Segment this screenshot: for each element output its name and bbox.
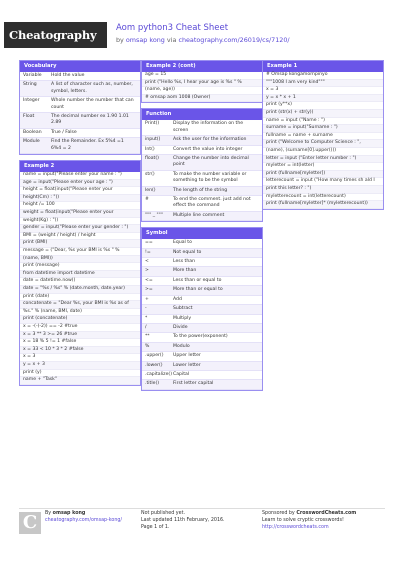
footer-author-name[interactable]: omsap kong — [52, 511, 86, 516]
via-label: via — [166, 36, 177, 44]
row-value: Find the Remainder. Ex 5%4 =1 6%4 = 2 — [51, 139, 124, 151]
function-section — [141, 108, 263, 222]
footer-meta — [141, 510, 261, 531]
symbol-row — [142, 286, 262, 295]
code-line: (name, BMI)) — [20, 256, 140, 264]
row-value: Less than or equal to — [173, 277, 222, 283]
row-key: .capitalize() — [145, 371, 172, 377]
code-line: gender = input("Please enter your gender : ") — [20, 225, 140, 233]
section-title: Example 2 (cont) — [142, 61, 262, 72]
row-value: Change the number into decimal point — [173, 156, 249, 168]
code-line: """1008 I am very kind""" — [263, 80, 383, 88]
example-2-cont-section — [141, 60, 263, 103]
code-line: x = 18 % 5 != 1 #false — [20, 339, 140, 347]
last-updated: Last updated 11th February, 2016. — [141, 518, 225, 523]
code-line: x = -(-(-2)) == -2 #true — [20, 324, 140, 332]
code-line: y = x * x + 1 — [263, 95, 383, 103]
row-key: >= — [145, 287, 153, 293]
code-line: print (fullname[myletter]* (myletterecount)) — [263, 201, 383, 209]
sponsor-prefix: Sponsored by — [262, 511, 295, 516]
author-link[interactable]: omsap kong — [125, 36, 165, 44]
function-row — [142, 155, 262, 171]
row-key: .upper() — [145, 353, 164, 359]
symbol-row — [142, 352, 262, 361]
row-key: / — [145, 324, 147, 330]
symbol-row — [142, 362, 262, 371]
code-block — [142, 72, 262, 102]
example-1-section — [262, 60, 384, 210]
code-line: myletter = int(letter) — [263, 163, 383, 171]
row-value: To end the comment. just add not effect the command — [173, 197, 251, 209]
symbol-row — [142, 343, 262, 352]
page-header — [0, 0, 400, 62]
row-value: First letter capital — [173, 381, 214, 387]
row-value: Add — [173, 296, 182, 302]
code-line: message = ("Dear, %s your BMI is %s " % — [20, 248, 140, 256]
symbol-row — [142, 267, 262, 276]
row-key: .title() — [145, 381, 160, 387]
symbol-row — [142, 239, 262, 248]
row-key: Variable — [23, 73, 42, 78]
symbol-row — [142, 277, 262, 286]
sponsor-url[interactable]: http://crosswordcheats.com — [262, 525, 329, 530]
code-line: height /= 100 — [20, 202, 140, 210]
row-value: Less than — [173, 259, 195, 265]
code-line: BMI = (weight / height) / height — [20, 233, 140, 241]
symbol-table — [142, 239, 262, 390]
page-count: Page 1 of 1. — [141, 525, 170, 530]
section-title: Example 1 — [263, 61, 383, 72]
row-key: input() — [145, 137, 161, 143]
row-key: ** — [145, 334, 150, 340]
row-value: Multiple line comment — [173, 212, 225, 218]
column-3 — [262, 60, 384, 215]
function-row — [142, 120, 262, 136]
cheatography-logo[interactable]: Cheatography — [4, 22, 107, 48]
symbol-row — [142, 305, 262, 314]
row-key: float() — [145, 156, 159, 161]
vocabulary-row — [20, 81, 140, 97]
code-line: x = 3 ** 3 >= 26 #true — [20, 332, 140, 340]
symbol-row — [142, 371, 262, 380]
column-1 — [19, 60, 141, 391]
row-key: str() — [145, 171, 155, 177]
sponsor-name[interactable]: CrosswordCheats.com — [296, 511, 357, 516]
row-key: """ _ """ — [145, 212, 163, 218]
row-value: Ask the user for the information — [173, 137, 247, 143]
function-row — [142, 171, 262, 187]
row-key: len() — [145, 187, 156, 193]
code-line: letterecount = input ("How many times sh ald I — [263, 178, 383, 186]
row-value: Multiply — [173, 315, 192, 321]
section-title: Example 2 — [20, 161, 140, 172]
row-key: + — [145, 296, 149, 302]
row-value: To the power(exponent) — [173, 334, 228, 340]
code-line: y = x + 3 — [20, 362, 140, 370]
footer-by-label: By — [45, 511, 52, 516]
symbol-row — [142, 380, 262, 389]
row-key: <= — [145, 277, 153, 283]
footer-author-url[interactable]: cheatography.com/omsap-kong/ — [45, 518, 123, 523]
code-line: age = input("Please enter your age : ") — [20, 180, 140, 188]
row-key: < — [145, 259, 149, 265]
vocabulary-row — [20, 129, 140, 138]
row-key: - — [145, 306, 147, 312]
row-value: Convert the value into integer — [173, 146, 243, 152]
page-subtitle — [116, 36, 290, 44]
row-value: Lower letter — [173, 362, 201, 368]
vocabulary-row — [20, 138, 140, 154]
code-line: concatenate = "Dear %s, your BMI is %s as of — [20, 301, 140, 309]
by-label: by — [116, 36, 124, 44]
code-line: name = input ("Name : ") — [263, 118, 383, 126]
code-line: print (str(x) + str(y)) — [263, 110, 383, 118]
section-title: Symbol — [142, 228, 262, 239]
row-value: The length of the string — [173, 187, 228, 193]
function-table — [142, 120, 262, 221]
row-value: Upper letter — [173, 353, 201, 359]
vocabulary-section — [19, 60, 141, 155]
column-2 — [141, 60, 263, 396]
row-key: Int() — [145, 146, 155, 152]
code-line: myletterecount = int(letterecount) — [263, 194, 383, 202]
code-line: fullname = name + surname — [263, 133, 383, 141]
code-line: height = float(input("Please enter your — [20, 187, 140, 195]
row-value: Display the information on the screen — [173, 121, 244, 133]
symbol-row — [142, 324, 262, 333]
code-line: x = 33 < 10 * 3 * 2 #false — [20, 347, 140, 355]
vocabulary-row — [20, 72, 140, 81]
section-title: Function — [142, 109, 262, 120]
code-line: surname = input("Surname : ") — [263, 125, 383, 133]
code-line: weight = float(input("Please enter your — [20, 210, 140, 218]
row-key: == — [145, 240, 153, 246]
code-line: (name), (surname[0].upper())) — [263, 148, 383, 156]
row-key: > — [145, 268, 149, 274]
symbol-row — [142, 315, 262, 324]
code-line: date = "%s / %s" % (date.month, date.year) — [20, 286, 140, 294]
row-key: Module — [23, 139, 40, 145]
code-line: name + "Task" — [20, 377, 140, 385]
code-line: # Omsap kongamornpinyo — [263, 72, 383, 80]
code-line: date = datetime.now() — [20, 278, 140, 286]
row-key: * — [145, 315, 148, 321]
code-block — [263, 72, 383, 209]
symbol-row — [142, 333, 262, 342]
code-line: print (y) — [20, 370, 140, 378]
vocabulary-row — [20, 113, 140, 129]
row-value: Modulo — [173, 343, 190, 349]
row-key: Boolean — [23, 129, 42, 135]
row-value: More than or equal to — [173, 287, 223, 293]
row-value: More than — [173, 268, 197, 274]
row-key: # — [145, 197, 149, 203]
code-line: print (fullname[myletter]) — [263, 171, 383, 179]
row-value: Divide — [173, 324, 188, 330]
row-value: Subtract — [173, 306, 193, 312]
row-value: True / False — [51, 129, 77, 135]
symbol-row — [142, 249, 262, 258]
code-line: print (concatenate) — [20, 316, 140, 324]
code-line: # omsap aom 1008 (Owner) — [142, 95, 262, 103]
row-value: Equal to — [173, 240, 192, 246]
function-row — [142, 212, 262, 221]
code-line: x = 3 — [20, 354, 140, 362]
code-line: print ("Welcome to Computer Science : ", — [263, 140, 383, 148]
code-line: print (BMI) — [20, 240, 140, 248]
row-key: Float — [23, 114, 35, 120]
sheet-url-link[interactable]: cheatography.com/26019/cs/7120/ — [178, 36, 290, 44]
code-line: name = input("Please enter your name : ") — [20, 172, 140, 180]
row-value: Capital — [173, 371, 190, 377]
code-line: age = 15 — [142, 72, 262, 80]
author-avatar[interactable]: C — [19, 512, 41, 534]
sponsor-text: Learn to solve cryptic crosswords! — [262, 518, 344, 523]
code-line: (name, age)) — [142, 87, 262, 95]
example-2-section — [19, 160, 141, 386]
row-key: != — [145, 249, 151, 255]
code-block — [20, 172, 140, 385]
code-line: print ("Hello %s, I hear your age is %s " % — [142, 80, 262, 88]
row-key: Print() — [145, 121, 160, 127]
code-line: from datetime import datetime — [20, 271, 140, 279]
vocabulary-table — [20, 72, 140, 154]
symbol-row — [142, 296, 262, 305]
code-line: print (date) — [20, 294, 140, 302]
code-line: letter = input ("Enter letter number : ") — [263, 156, 383, 164]
row-value: To make the number variable or something to be the symbol — [173, 171, 247, 184]
symbol-section — [141, 227, 263, 391]
code-line: x = 3 — [263, 87, 383, 95]
row-value: Not equal to — [173, 249, 202, 255]
row-value: Hold the value — [51, 73, 85, 78]
function-row — [142, 187, 262, 196]
code-line: weight(Kg) : ")) — [20, 218, 140, 226]
row-key: % — [145, 343, 150, 349]
footer-sponsor — [262, 510, 384, 531]
section-title: Vocabulary — [20, 61, 140, 72]
row-value: Whole number the number that can count — [51, 98, 134, 110]
code-line: height(Cm) : ")) — [20, 195, 140, 203]
vocabulary-row — [20, 97, 140, 113]
symbol-row — [142, 258, 262, 267]
row-key: .lower() — [145, 362, 163, 368]
row-key: String — [23, 82, 37, 88]
function-row — [142, 146, 262, 155]
code-line: print this letter? : ") — [263, 186, 383, 194]
row-value: The decimal number ex 1.90 1.01 2.89 — [51, 114, 129, 126]
page-title: Aom python3 Cheat Sheet — [116, 23, 229, 33]
row-key: Integer — [23, 98, 40, 104]
function-row — [142, 196, 262, 212]
row-value: A list of character such as, number, symbol, letters. — [51, 82, 133, 94]
code-line: print (message) — [20, 263, 140, 271]
code-line: %s." % (name, BMI, date) — [20, 309, 140, 317]
code-line: print (y**x) — [263, 102, 383, 110]
function-row — [142, 136, 262, 145]
published-status: Not published yet. — [141, 511, 185, 516]
footer-divider — [19, 508, 385, 509]
